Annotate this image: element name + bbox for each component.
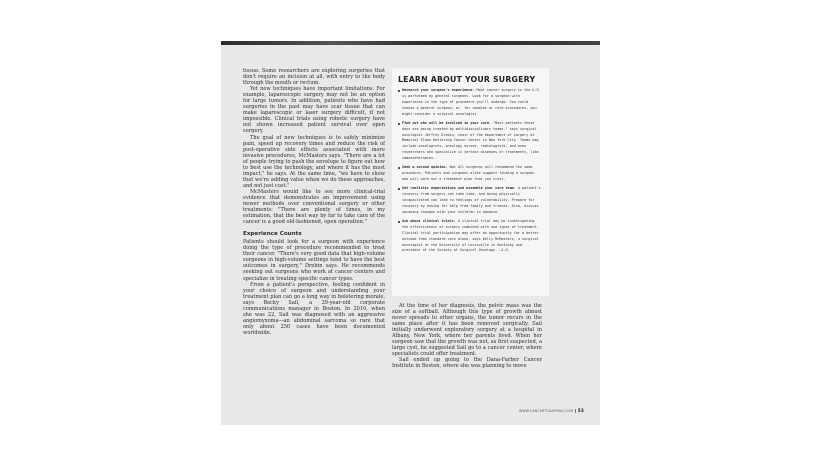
footer-divider	[575, 409, 576, 413]
sidebar-item-text: Not all surgeons will recommend the same procedure. Patients and surgeons alike suggest finding a surgeon who will work out a treatment plan that you trust.	[402, 165, 535, 182]
right-paragraph: Sail ended up going to the Dana-Farber Cancer Institute in Boston, where she was planning to move	[392, 357, 542, 370]
footer-site: WWW.CANCERTODAYMAG.COM	[519, 409, 574, 413]
left-paragraph: tissue. Some researchers are exploring surgeries that don't require an incision at all, with entry to the body through the mouth or rectum.	[243, 68, 385, 87]
sidebar-item-text: A clinical trial may be investigating the effectiveness of surgery combined with new types of treatment. Clinical trial participation may offer an opportunity for a better outcome than standard care alone, says Kelly McMasters, a surgical oncologist at the University of Louisville in Kentucky and president of the Society of Surgical Oncology. —S.O.	[402, 218, 539, 253]
sidebar-list	[398, 88, 542, 254]
sidebar-item-text: A patient's recovery from surgery can take time, and being physically incapacitated can lead to feelings of vulnerability. Prepare for recovery by asking for help from family and friends. Also, discuss upcoming changes with your children in advance.	[402, 186, 541, 214]
sidebar-item-lead: Find out who will be involved in your care.	[402, 120, 491, 125]
top-decorative-band	[221, 41, 600, 45]
left-paragraph: Patients should look for a surgeon with experience doing the type of procedure recommended to treat their cancer. "There's very good data that high-volume surgeons in high-volume settings tend to have the best outcomes in surgery," Drebin says. He recommends seeking out surgeons who work at cancer centers and specialize in treating specific cancer types.	[243, 239, 385, 282]
left-paragraph: Yet new techniques have important limitations. For example, laparoscopic surgery may not be an option for large tumors. In addition, patients who have had surgeries in the past may have scar tissue that can make laparoscopic or laser surgery difficult, if not impossible. Clinical trials using robotic surgery have not shown increased patient survival over open surgery.	[243, 86, 385, 135]
sidebar-title: LEARN ABOUT YOUR SURGERY	[398, 75, 536, 84]
sidebar-list-item	[398, 165, 542, 183]
section-heading: Experience Counts	[243, 231, 302, 238]
right-column	[392, 303, 542, 370]
magazine-page	[221, 41, 600, 425]
sidebar-item-text: "Most patients these days are being treated by multidisciplinary teams," says surgical oncologist Jeffrey Drebin, chair of the department of surgery at Memorial Sloan Kettering Cancer Center in New York City. Teams may include oncologists, oncology nurses, radiologists, and even researchers who specialize in certain diseases or treatments, like immunotherapies.	[402, 120, 539, 161]
sidebar-item-lead: Set realistic expectations and assemble your care team.	[402, 186, 516, 191]
sidebar-list-item	[398, 219, 542, 254]
right-paragraph: At the time of her diagnosis, the pelvic mass was the size of a softball. Although this type of growth almost never spreads to other organs, the tumor recurs in the same place after it has been removed surgically. Sail initially underwent exploratory surgery at a hospital in Albany, New York, where her parents lived. When her surgeon saw that the growth was not, as first suspected, a large cyst, he suggested Sail go to a cancer center, where specialists could offer treatment.	[392, 303, 542, 358]
sidebar-item-text: Most cancer surgery in the U.S. is performed by general surgeons. Look for a surgeon with experience in the type of procedure you'll undergo. You could choose a general surgeon, or, for complex or rare procedures, you might consider a surgical oncologist.	[402, 88, 541, 116]
left-paragraph: McMasters would like to see more clinical-trial evidence that demonstrates an improvement using newer methods over conventional surgery or other treatments: "There are plenty of times, in my estimation, that the best way by far to take care of the cancer is a good old-fashioned, open operation."	[243, 188, 385, 226]
sidebar-list-item	[398, 88, 542, 118]
page-number: 53	[577, 408, 584, 413]
sidebar-item-lead: Ask about clinical trials.	[402, 218, 456, 223]
sidebar-box	[392, 68, 549, 296]
left-paragraph: The goal of new techniques is to safely minimize pain, speed up recovery times and reduce the risk of post-operative side effects associated with more invasive procedures, McMasters says. "There are a lot of people trying to push the envelope to figure out how to best use the technology, and where it has the most impact," he says. At the same time, "we have to show that we're adding value when we do these approaches, and not just cost."	[243, 134, 385, 189]
left-paragraph: From a patient's perspective, feeling confident in your choice of surgeon and understanding your treatment plan can go a long way in bolstering morale, says Becky Sail, a 29-year-old corporate communications manager in Boston. In 2010, when she was 22, Sail was diagnosed with an aggressive angiomyxoma—an abdominal sarcoma so rare that only about 250 cases have been documented worldwide.	[243, 281, 385, 336]
sidebar-list-item	[398, 186, 542, 216]
sidebar-item-lead: Seek a second opinion.	[402, 165, 448, 170]
sidebar-list-item	[398, 121, 542, 162]
left-column	[243, 68, 385, 336]
page-footer	[519, 408, 584, 413]
sidebar-item-lead: Research your surgeon's experience.	[402, 88, 475, 92]
